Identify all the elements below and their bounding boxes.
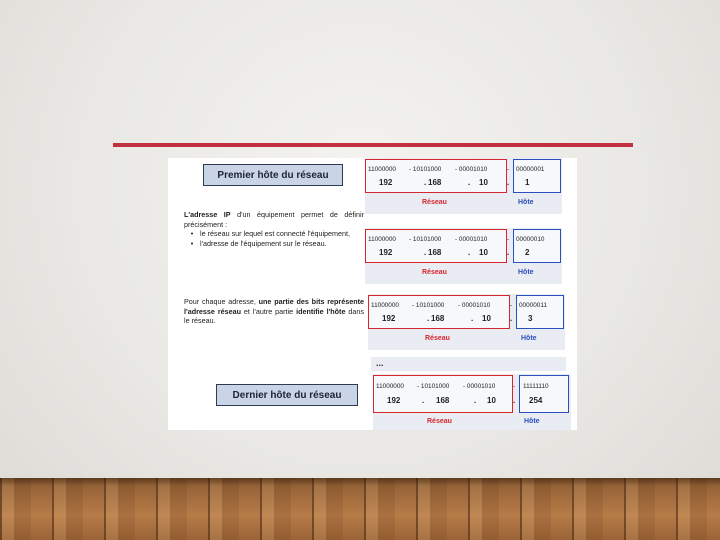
ellipsis-strip [371, 357, 566, 371]
dec-octet-4: 254 [529, 396, 543, 405]
dec-octet-3: 10 [479, 178, 488, 187]
dec-octet-4: 3 [528, 314, 533, 323]
host-label: Hôte [521, 335, 537, 342]
network-part-box [373, 375, 516, 413]
bullet-network: • le réseau sur lequel est connecté l'équipement, [190, 229, 351, 239]
dec-octet-1: 192 [382, 314, 396, 323]
network-part-box [365, 159, 510, 193]
bits-octet-1: 11000000 [368, 166, 396, 173]
bits-octet-1: 11000000 [371, 302, 399, 309]
host-part-box [513, 159, 561, 193]
ip-panel-first [365, 158, 562, 214]
bullet-host: • l'adresse de l'équipement sur le réseau. [190, 238, 327, 248]
bits-separator: - [507, 166, 510, 173]
dec-dot: . [507, 178, 510, 187]
host-label: Hôte [518, 269, 534, 276]
dec-octet-1: 192 [379, 178, 393, 187]
bits-separator: - [510, 302, 513, 309]
host-part-box [519, 375, 569, 413]
title-underline [113, 143, 633, 147]
dec-octet-2: 168 [431, 314, 445, 323]
ip-panel-second [365, 228, 562, 284]
ip-definition-text: L'adresse IP d'un équipement permet de définir précisément : • le réseau sur lequel est connecté l'équipement, • l'adresse de l'équipement sur le réseau. [184, 210, 364, 248]
dec-dot: . [424, 178, 427, 187]
bits-octet-3: - 00001010 [455, 236, 488, 243]
host-part-box [513, 229, 561, 263]
dec-dot: . [427, 314, 430, 323]
first-host-title: Premier hôte du réseau [203, 164, 343, 186]
wooden-floor [0, 478, 720, 540]
dec-dot: . [513, 396, 516, 405]
network-label: Réseau [427, 418, 452, 425]
dec-dot: . [510, 314, 513, 323]
network-label: Réseau [422, 199, 447, 206]
ip-panel-third [368, 294, 565, 350]
dec-dot: . [471, 314, 474, 323]
network-part-box [365, 229, 510, 263]
network-part-box [368, 295, 513, 329]
bits-explanation-text: Pour chaque adresse, une partie des bits représente l'adresse réseau et l'autre partie identifie l'hôte dans le réseau. [184, 297, 364, 326]
dec-octet-3: 10 [479, 248, 488, 257]
ellipsis-text: ... [376, 358, 384, 368]
dec-octet-2: 168 [428, 178, 442, 187]
bits-octet-4: 00000001 [516, 166, 545, 173]
bits-separator: - [513, 383, 516, 390]
host-label: Hôte [518, 199, 534, 206]
dec-octet-2: 168 [436, 396, 450, 405]
bits-octet-1: 11000000 [368, 236, 396, 243]
bits-octet-3: - 00001010 [455, 166, 488, 173]
bits-octet-2: - 10101000 [409, 166, 442, 173]
bits-octet-2: - 10101000 [412, 302, 445, 309]
dec-octet-3: 10 [487, 396, 496, 405]
dec-octet-4: 2 [525, 248, 530, 257]
last-host-title: Dernier hôte du réseau [216, 384, 358, 406]
network-label: Réseau [422, 269, 447, 276]
bits-octet-4: 11111110 [523, 383, 549, 390]
slide-image [168, 158, 577, 430]
dec-dot: . [507, 248, 510, 257]
dec-octet-1: 192 [387, 396, 401, 405]
dec-dot: . [474, 396, 477, 405]
dec-dot: . [468, 248, 471, 257]
dec-octet-1: 192 [379, 248, 393, 257]
bits-octet-4: 00000011 [519, 302, 547, 309]
host-part-box [516, 295, 564, 329]
bits-separator: - [507, 236, 510, 243]
bits-octet-2: - 10101000 [417, 383, 450, 390]
dec-octet-4: 1 [525, 178, 530, 187]
bits-octet-3: - 00001010 [458, 302, 491, 309]
dec-dot: . [424, 248, 427, 257]
bits-octet-4: 00000010 [516, 236, 545, 243]
bits-octet-1: 11000000 [376, 383, 404, 390]
floor-shadow [0, 478, 720, 486]
dec-octet-2: 168 [428, 248, 442, 257]
dec-octet-3: 10 [482, 314, 491, 323]
dec-dot: . [468, 178, 471, 187]
host-label: Hôte [524, 418, 540, 425]
ip-panel-last [373, 374, 571, 430]
network-label: Réseau [425, 335, 450, 342]
dec-dot: . [422, 396, 425, 405]
bits-octet-2: - 10101000 [409, 236, 442, 243]
bits-octet-3: - 00001010 [463, 383, 496, 390]
